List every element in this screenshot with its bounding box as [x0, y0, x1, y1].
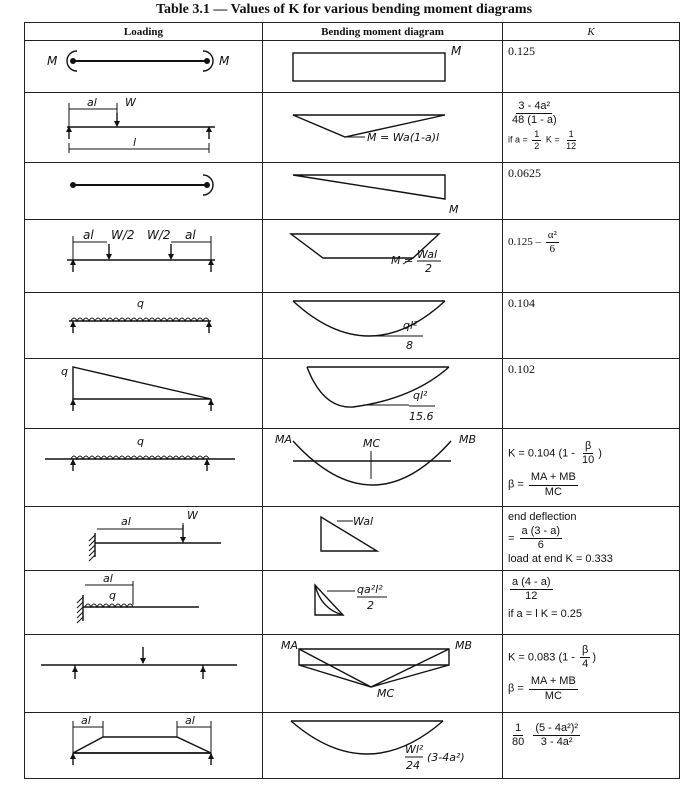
bmd-diagram	[263, 571, 503, 635]
svg-text:ql²: ql²	[403, 319, 418, 332]
bmd-diagram	[263, 507, 503, 571]
k-value: 0.102	[503, 359, 680, 429]
loading-diagram	[25, 359, 263, 429]
table-row	[25, 359, 680, 429]
k-value: 0.125	[503, 41, 680, 93]
svg-text:M =: M =	[391, 254, 414, 267]
svg-text:8: 8	[406, 339, 413, 352]
k-value: K = 0.104 (1 - $\frac{\beta}{10}$ ) β = $\frac{MA + MB}{MC}$	[503, 429, 680, 507]
loading-diagram	[25, 163, 263, 220]
loading-diagram	[25, 713, 263, 779]
loading-diagram	[25, 429, 263, 507]
bmd-diagram	[263, 429, 503, 507]
svg-text:al: al	[83, 228, 94, 242]
table-row	[25, 713, 680, 779]
table-row	[25, 163, 680, 220]
loading-diagram	[25, 93, 263, 163]
k-value: $\frac{a (4 - a)}{12}$ if a = l K = 0.25	[503, 571, 680, 635]
svg-text:2: 2	[425, 262, 432, 275]
svg-text:ql²: ql²	[413, 389, 428, 402]
bmd-diagram	[263, 93, 503, 163]
table-row	[25, 429, 680, 507]
k-value: end deflection = $\frac{a (3 - a)}{6}$ load at end K = 0.333	[503, 507, 680, 571]
k-value: $\frac{1}{80}$ $\frac{\text{(5 - 4a²)²}}{\text{3 - 4a²}}$	[503, 713, 680, 779]
svg-text:MC: MC	[363, 437, 381, 450]
svg-text:MA: MA	[275, 433, 293, 446]
svg-text:W/2: W/2	[147, 228, 171, 242]
svg-text:q: q	[137, 435, 144, 448]
k-value: $\frac{\text{3 - 4a²}}{48 (1 - a)}$ if a = $\frac{1}{2}$ K = $\frac{1}{12}$	[503, 93, 680, 163]
svg-text:MB: MB	[459, 433, 477, 446]
bmd-diagram	[263, 635, 503, 713]
svg-text:al: al	[103, 572, 113, 585]
loading-diagram	[25, 507, 263, 571]
svg-text:qa²l²: qa²l²	[357, 583, 383, 596]
loading-diagram	[25, 635, 263, 713]
bmd-diagram	[263, 713, 503, 779]
loading-diagram	[25, 571, 263, 635]
svg-text:W: W	[125, 96, 136, 109]
table-row	[25, 293, 680, 359]
svg-text:2: 2	[367, 599, 374, 612]
svg-text:(3-4a²): (3-4a²)	[427, 751, 465, 764]
header-row	[25, 23, 680, 41]
header-bmd: Bending moment diagram	[263, 23, 503, 41]
svg-text:al: al	[121, 515, 131, 528]
bmd-diagram	[263, 220, 503, 293]
k-value: 0.0625	[503, 163, 680, 220]
svg-text:W/2: W/2	[111, 228, 135, 242]
svg-text:q: q	[109, 589, 116, 602]
svg-text:MB: MB	[455, 639, 473, 652]
svg-text:Wal: Wal	[353, 515, 374, 528]
table-row	[25, 41, 680, 93]
k-value: 0.125 – $\frac{\text{α²}}{6}$	[503, 220, 680, 293]
bmd-diagram	[263, 293, 503, 359]
svg-text:al: al	[185, 228, 196, 242]
svg-text:24: 24	[406, 759, 420, 772]
k-values-table	[24, 22, 680, 779]
svg-text:M: M	[449, 203, 459, 216]
table-row	[25, 635, 680, 713]
svg-text:W: W	[187, 509, 198, 522]
moment-label-right: M	[219, 54, 230, 68]
svg-text:Wl²: Wl²	[405, 743, 424, 756]
loading-diagram	[25, 293, 263, 359]
svg-text:MC: MC	[377, 687, 395, 700]
svg-text:q: q	[61, 365, 68, 378]
svg-text:al: al	[81, 714, 91, 727]
bmd-label: M	[451, 44, 462, 58]
svg-text:q: q	[137, 297, 144, 310]
svg-text:MA: MA	[281, 639, 299, 652]
k-value: 0.104	[503, 293, 680, 359]
k-value: K = 0.083 (1 - $\frac{\beta}{4}$ ) β = $\frac{MA + MB}{MC}$	[503, 635, 680, 713]
moment-label-left: M	[47, 54, 58, 68]
header-loading: Loading	[25, 23, 263, 41]
end-moment-beam-drawing	[25, 41, 263, 92]
table-row	[25, 93, 680, 163]
svg-text:al: al	[87, 96, 97, 109]
table-row	[25, 507, 680, 571]
loading-diagram	[25, 220, 263, 293]
bmd-diagram	[263, 41, 503, 93]
svg-text:Wal: Wal	[417, 248, 438, 261]
bmd-diagram	[263, 359, 503, 429]
svg-text:l: l	[133, 136, 137, 149]
table-title: Table 3.1 — Values of K for various bending moment diagrams	[155, 2, 533, 17]
header-k: K	[503, 23, 680, 41]
svg-text:al: al	[185, 714, 195, 727]
table-row	[25, 220, 680, 293]
loading-diagram	[25, 41, 263, 93]
svg-text:M = Wa(1-a)l: M = Wa(1-a)l	[367, 131, 440, 144]
bmd-diagram	[263, 163, 503, 220]
svg-text:15.6: 15.6	[409, 410, 434, 423]
table-row	[25, 571, 680, 635]
